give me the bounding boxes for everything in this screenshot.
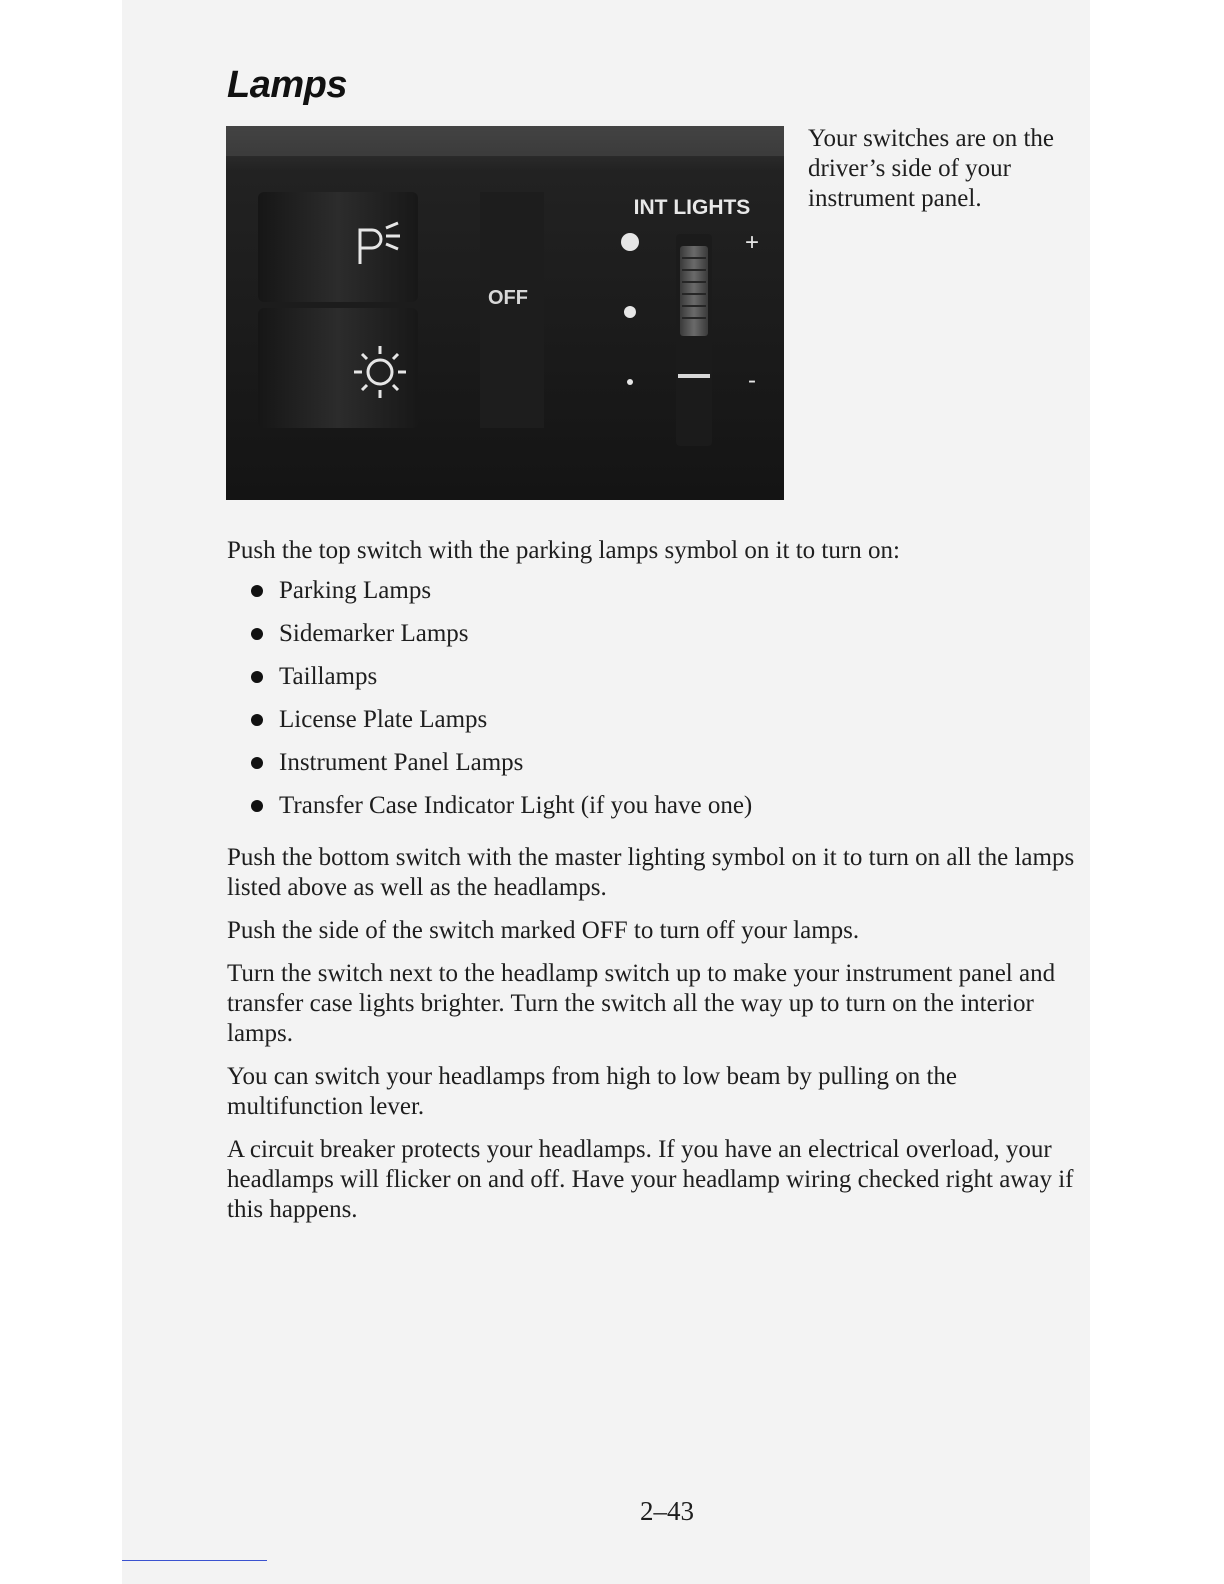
paragraph-high-low-beam: You can switch your headlamps from high to low beam by pulling on the multifunction lever. (227, 1063, 958, 1120)
list-item (227, 662, 1077, 705)
dimmer-low-mark (678, 374, 710, 378)
list-item-label: Taillamps (279, 663, 378, 690)
list-item (227, 705, 1077, 748)
brightness-dot-small (627, 379, 633, 385)
paragraph-dimmer: Turn the switch next to the headlamp switch up to make your instrument panel and transfer case lights brighter. Turn the switch all the way up to turn on the interior lamps. (227, 960, 1056, 1047)
body-text (227, 536, 1077, 1238)
footer-rule (122, 1560, 267, 1561)
paragraph-master-switch: Push the bottom switch with the master lighting symbol on it to turn on all the lamps listed above as well as the headlamps. (227, 844, 1075, 901)
dimmer-wheel[interactable] (680, 246, 708, 336)
bullet-icon (251, 714, 263, 726)
bullet-icon (251, 757, 263, 769)
master-lighting-switch[interactable] (258, 308, 418, 428)
panel-top-edge (226, 126, 784, 156)
list-item-label: License Plate Lamps (279, 706, 488, 733)
section-title: Lamps (227, 64, 347, 106)
list-item (227, 576, 1077, 619)
list-item-label: Instrument Panel Lamps (279, 749, 524, 776)
brightness-dot-medium (624, 306, 636, 318)
minus-sign: - (748, 367, 756, 394)
bullet-icon (251, 628, 263, 640)
plus-sign: + (744, 229, 760, 256)
list-item (227, 748, 1077, 791)
lamp-list (227, 576, 1077, 834)
side-caption: Your switches are on the driver’s side of your instrument panel. (808, 125, 1055, 212)
off-label: OFF (488, 287, 528, 309)
list-item-label: Sidemarker Lamps (279, 620, 469, 647)
intro-paragraph: Push the top switch with the parking lamps symbol on it to turn on: (227, 537, 900, 564)
list-item (227, 619, 1077, 662)
brightness-dot-large (621, 233, 639, 251)
paragraph-circuit-breaker: A circuit breaker protects your headlamps. If you have an electrical overload, your headlamps will flicker on and off. Have your headlamp wiring checked right away if this happens. (227, 1136, 1074, 1223)
list-item (227, 791, 1077, 834)
off-switch-side[interactable] (480, 192, 544, 428)
paragraph-off-switch: Push the side of the switch marked OFF to turn off your lamps. (227, 917, 860, 944)
list-item-label: Parking Lamps (279, 577, 432, 604)
bullet-icon (251, 671, 263, 683)
bullet-icon (251, 585, 263, 597)
page-number: 2–43 (640, 1496, 694, 1526)
bullet-icon (251, 800, 263, 812)
list-item-label: Transfer Case Indicator Light (if you have one) (279, 792, 753, 819)
light-switch-photo (226, 126, 784, 500)
int-lights-label: INT LIGHTS (633, 196, 751, 219)
